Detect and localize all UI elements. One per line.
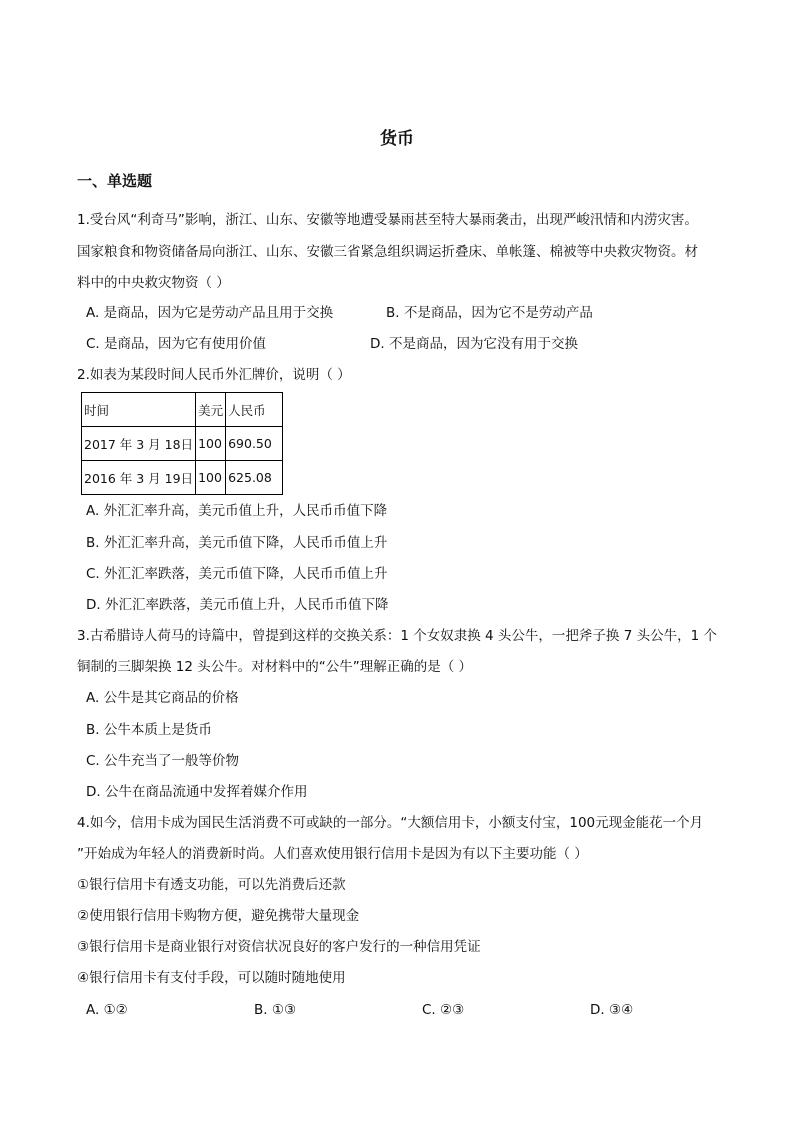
- q1-option-a[interactable]: A. 是商品，因为它是劳动产品且用于交换: [86, 305, 334, 321]
- q2-stem: 2.如表为某段时间人民币外汇牌价，说明（ ）: [77, 367, 351, 383]
- q2-option-b[interactable]: B. 外汇汇率升高，美元币值下降，人民币币值上升: [86, 535, 388, 551]
- q1-option-c[interactable]: C. 是商品，因为它有使用价值: [86, 336, 267, 352]
- q4-statement-3: ③银行信用卡是商业银行对资信状况良好的客户发行的一种信用凭证: [77, 939, 481, 955]
- table-header-cell: 美元: [196, 393, 226, 427]
- table-cell: 2017 年 3 月 18日: [82, 427, 196, 461]
- q2-option-c[interactable]: C. 外汇汇率跌落，美元币值下降，人民币币值上升: [86, 566, 388, 582]
- q4-statement-4: ④银行信用卡有支付手段，可以随时随地使用: [77, 970, 346, 986]
- exchange-rate-table: [81, 392, 283, 495]
- table-cell: 100: [196, 427, 226, 461]
- q3-stem-line-1: 3.古希腊诗人荷马的诗篇中，曾提到这样的交换关系：1 个女奴隶换 4 头公牛，一把斧子换 7 头公牛，1 个: [77, 628, 717, 644]
- table-row: [82, 427, 283, 461]
- q3-stem-line-2: 铜制的三脚架换 12 头公牛。对材料中的“公牛”理解正确的是（ ）: [77, 659, 473, 675]
- q3-option-b[interactable]: B. 公牛本质上是货币: [86, 722, 212, 738]
- q4-statement-2: ②使用银行信用卡购物方便，避免携带大量现金: [77, 908, 360, 924]
- table-cell: 100: [196, 461, 226, 495]
- table-header-cell: 时间: [82, 393, 196, 427]
- table-header-cell: 人民币: [226, 393, 283, 427]
- q1-stem-line-1: 1.受台风“利奇马”影响，浙江、山东、安徽等地遭受暴雨甚至特大暴雨袭击，出现严峻汛情和内涝灾害。: [77, 212, 698, 228]
- table-row: [82, 461, 283, 495]
- document-title: 货币: [380, 129, 414, 149]
- q4-option-d[interactable]: D. ③④: [590, 1002, 634, 1018]
- q1-stem-line-2: 国家粮食和物资储备局向浙江、山东、安徽三省紧急组织调运折叠床、单帐篷、棉被等中央救灾物资。材: [77, 244, 698, 260]
- q4-statement-1: ①银行信用卡有透支功能，可以先消费后还款: [77, 877, 346, 893]
- q4-stem-line-2: ”开始成为年轻人的消费新时尚。人们喜欢使用银行信用卡是因为有以下主要功能（ ）: [77, 846, 588, 862]
- q2-option-a[interactable]: A. 外汇汇率升高，美元币值上升，人民币币值下降: [86, 503, 388, 519]
- q1-option-d[interactable]: D. 不是商品，因为它没有用于交换: [370, 336, 578, 352]
- q3-option-d[interactable]: D. 公牛在商品流通中发挥着媒介作用: [86, 784, 308, 800]
- q4-option-b[interactable]: B. ①③: [254, 1002, 297, 1018]
- q1-stem-line-3: 料中的中央救灾物资（ ）: [77, 275, 230, 291]
- q3-option-a[interactable]: A. 公牛是其它商品的价格: [86, 690, 239, 706]
- table-header-row: [82, 393, 283, 427]
- q3-option-c[interactable]: C. 公牛充当了一般等价物: [86, 753, 240, 769]
- q1-option-b[interactable]: B. 不是商品，因为它不是劳动产品: [386, 305, 593, 321]
- table-cell: 690.50: [226, 427, 283, 461]
- table-cell: 2016 年 3 月 19日: [82, 461, 196, 495]
- q2-option-d[interactable]: D. 外汇汇率跌落，美元币值上升，人民币币值下降: [86, 597, 389, 613]
- table-cell: 625.08: [226, 461, 283, 495]
- q4-option-c[interactable]: C. ②③: [422, 1002, 465, 1018]
- q4-stem-line-1: 4.如今，信用卡成为国民生活消费不可或缺的一部分。“大额信用卡，小额支付宝，100元现金能花一个月: [77, 815, 704, 831]
- section-heading: 一、单选题: [77, 172, 153, 190]
- q4-option-a[interactable]: A. ①②: [86, 1002, 128, 1018]
